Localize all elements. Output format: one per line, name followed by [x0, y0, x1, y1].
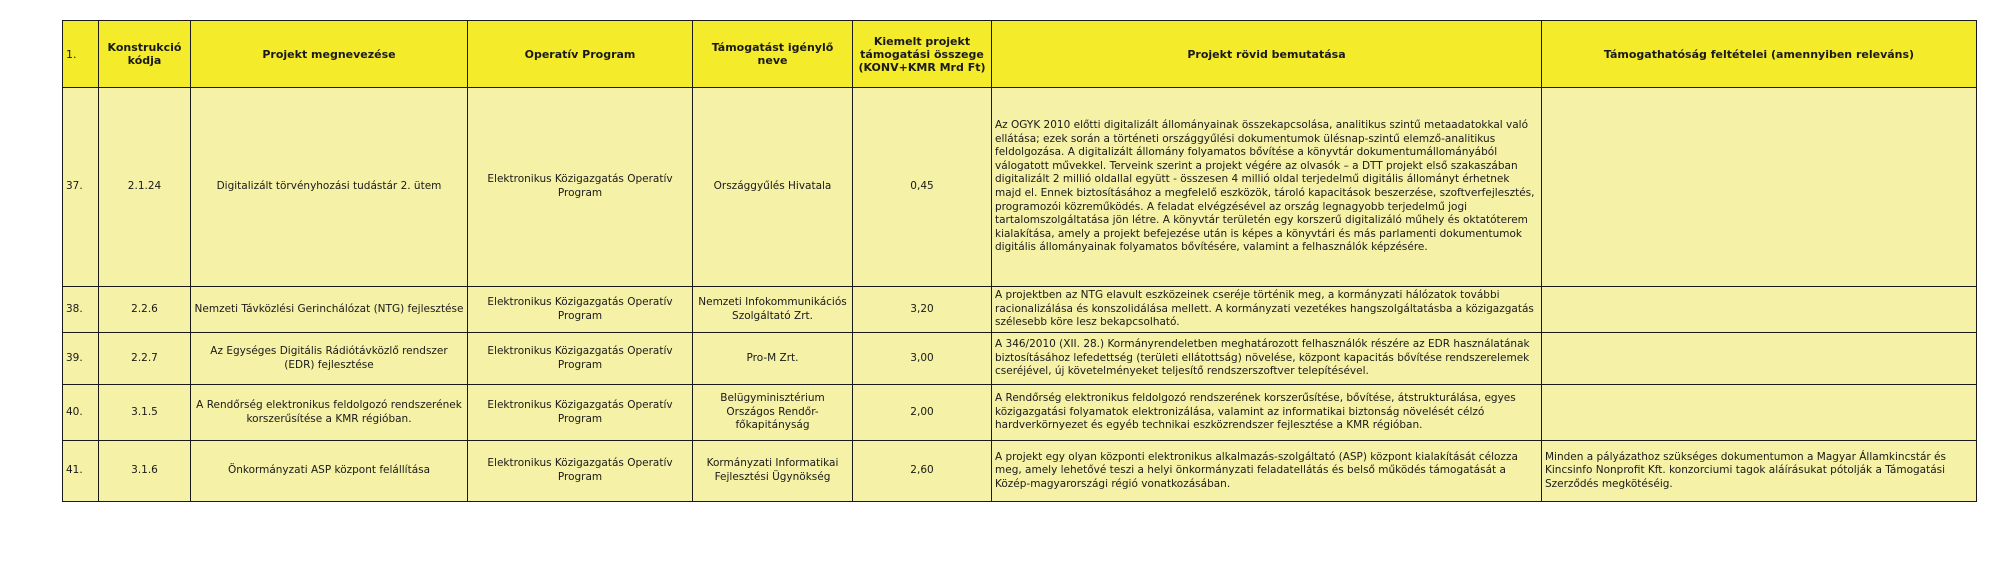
table-row [63, 333, 1977, 385]
row-description: A 346/2010 (XII. 28.) Kormányrendeletben meghatározott felhasználók részére az EDR használatának biztosításához lefedettség (területi ellátottság) növelése, központ kapacitás bővítése rendszerelemek cseréjével, új követelményeket teljesítő rendszerszoftver telepítésével. [992, 333, 1542, 385]
table-row [63, 441, 1977, 502]
row-conditions: Minden a pályázathoz szükséges dokumentumon a Magyar Államkincstár és Kincsinfo Nonprofit Kft. konzorciumi tagok aláírásukat pótolják a Támogatási Szerződés megkötéséig. [1542, 441, 1977, 502]
row-applicant: Kormányzati Informatikai Fejlesztési Ügynökség [693, 441, 853, 502]
header-applicant: Támogatást igénylő neve [693, 21, 853, 88]
row-index: 37. [63, 88, 99, 287]
row-conditions [1542, 88, 1977, 287]
row-description: A projekt egy olyan központi elektronikus alkalmazás-szolgáltató (ASP) központ kialakítását célozza meg, amely lehetővé teszi a helyi önkormányzati feladatellátás és belső működés támogatását a Közép-magyarországi régió vonatkozásában. [992, 441, 1542, 502]
row-applicant: Nemzeti Infokommunikációs Szolgáltató Zrt. [693, 287, 853, 333]
row-name: A Rendőrség elektronikus feldolgozó rendszerének korszerűsítése a KMR régióban. [191, 385, 468, 441]
row-code: 2.1.24 [99, 88, 191, 287]
row-name: Önkormányzati ASP központ felállítása [191, 441, 468, 502]
row-name: Nemzeti Távközlési Gerinchálózat (NTG) fejlesztése [191, 287, 468, 333]
row-description: A Rendőrség elektronikus feldolgozó rendszerének korszerűsítése, bővítése, átstrukturálása, egyes közigazgatási folyamatok elektronizálása, valamint az informatikai biztonság növelését célzó hardverkörnyezet és egyéb technikai eszközrendszer fejlesztése a KMR régióban. [992, 385, 1542, 441]
row-code: 2.2.7 [99, 333, 191, 385]
row-index: 39. [63, 333, 99, 385]
row-amount: 3,00 [853, 333, 992, 385]
row-name: Az Egységes Digitális Rádiótávközlő rendszer (EDR) fejlesztése [191, 333, 468, 385]
row-applicant: Pro-M Zrt. [693, 333, 853, 385]
row-code: 3.1.5 [99, 385, 191, 441]
projects-table [62, 20, 1977, 502]
row-code: 2.2.6 [99, 287, 191, 333]
row-amount: 0,45 [853, 88, 992, 287]
table-row [63, 287, 1977, 333]
row-applicant: Belügyminisztérium Országos Rendőr-főkapitányság [693, 385, 853, 441]
row-index: 40. [63, 385, 99, 441]
header-amount: Kiemelt projekt támogatási összege (KONV+KMR Mrd Ft) [853, 21, 992, 88]
row-index: 38. [63, 287, 99, 333]
row-description: Az OGYK 2010 előtti digitalizált állományainak összekapcsolása, analitikus szintű metaadatokkal való ellátása; ezek során a történeti országgyűlési dokumentumok ülésnap-szintű elemző-analitikus feldolgozása. A digitalizált állomány folyamatos bővítése a könyvtár dokumentumállományából válogatott művekkel. Terveink szerint a projekt végére az olvasók – a DTT projekt első szakaszában digitalizált 2 millió oldallal együtt - összesen 4 millió oldal terjedelmű digitális állományt érhetnek majd el. Ennek biztosításához a megfelelő eszközök, tároló kapacitások beszerzése, szoftverfejlesztés, programozói közreműködés. A feladat elvégzésével az ország legnagyobb terjedelmű jogi tartalomszolgáltatása jön létre. A könyvtár területén egy korszerű digitalizáló műhely és oktatóterem kialakítása, amely a projekt befejezése után is képes a könyvtári és más parlamenti dokumentumok digitális állományainak folyamatos bővítésére, valamint a felhasználók képzésére. [992, 88, 1542, 287]
row-amount: 2,60 [853, 441, 992, 502]
row-conditions [1542, 385, 1977, 441]
header-description: Projekt rövid bemutatása [992, 21, 1542, 88]
row-code: 3.1.6 [99, 441, 191, 502]
row-description: A projektben az NTG elavult eszközeinek cseréje történik meg, a kormányzati hálózatok további racionalizálása és konszolidálása mellett. A kormányzati vezetékes hangszolgáltatásba a közigazgatás szélesebb köre lesz bekapcsolható. [992, 287, 1542, 333]
header-name: Projekt megnevezése [191, 21, 468, 88]
header-index: 1. [63, 21, 99, 88]
row-amount: 2,00 [853, 385, 992, 441]
row-applicant: Országgyűlés Hivatala [693, 88, 853, 287]
header-code: Konstrukció kódja [99, 21, 191, 88]
table-row [63, 385, 1977, 441]
row-amount: 3,20 [853, 287, 992, 333]
row-program: Elektronikus Közigazgatás Operatív Program [468, 441, 693, 502]
row-program: Elektronikus Közigazgatás Operatív Program [468, 88, 693, 287]
row-conditions [1542, 287, 1977, 333]
row-conditions [1542, 333, 1977, 385]
header-program: Operatív Program [468, 21, 693, 88]
row-index: 41. [63, 441, 99, 502]
header-conditions: Támogathatóság feltételei (amennyiben releváns) [1542, 21, 1977, 88]
table-row [63, 88, 1977, 287]
row-name: Digitalizált törvényhozási tudástár 2. ütem [191, 88, 468, 287]
row-program: Elektronikus Közigazgatás Operatív Program [468, 385, 693, 441]
row-program: Elektronikus Közigazgatás Operatív Program [468, 287, 693, 333]
header-row [63, 21, 1977, 88]
row-program: Elektronikus Közigazgatás Operatív Program [468, 333, 693, 385]
